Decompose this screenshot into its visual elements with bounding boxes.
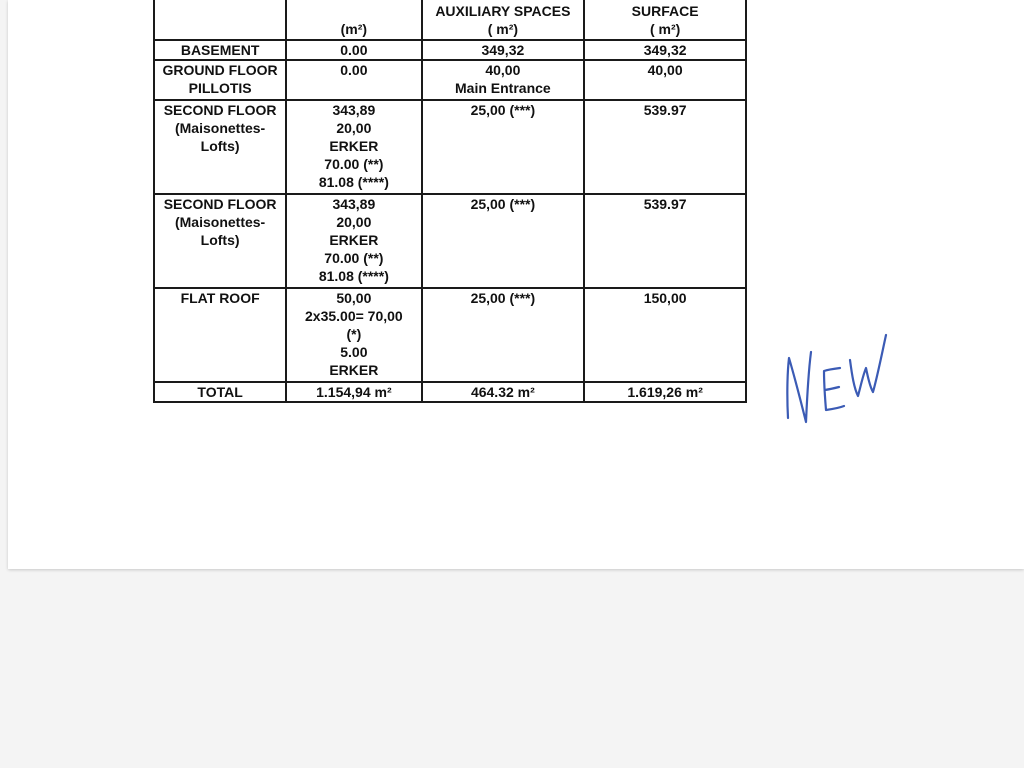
main-area-cell: 0.00 [286,40,421,60]
surface-area-cell: 539.97 [584,100,746,194]
level-cell: SECOND FLOOR (Maisonettes- Lofts) [154,194,286,288]
area-table [153,0,747,403]
table-row [154,100,746,194]
level-cell: GROUND FLOOR PILLOTIS [154,60,286,100]
handwritten-letter-n [787,352,811,422]
level-cell: FLAT ROOF [154,288,286,382]
main-area-cell: 0.00 [286,60,421,100]
level-cell: BASEMENT [154,40,286,60]
auxiliary-area-cell: 25,00 (***) [422,194,585,288]
main-area-cell: 343,89 20,00 ERKER 70.00 (**) 81.08 (****) [286,100,421,194]
header-level-cell [154,0,286,40]
document-page [8,0,1024,569]
total-surface-cell: 1.619,26 m² [584,382,746,402]
table-row [154,60,746,100]
header-auxiliary-cell: AUXILIARY SPACES ( m²) [422,0,585,40]
auxiliary-area-cell: 25,00 (***) [422,288,585,382]
surface-area-cell: 349,32 [584,40,746,60]
total-auxiliary-cell: 464.32 m² [422,382,585,402]
handwritten-new-annotation [778,330,898,430]
total-label-cell: TOTAL [154,382,286,402]
surface-area-cell: 150,00 [584,288,746,382]
main-area-cell: 50,00 2x35.00= 70,00 (*) 5.00 ERKER [286,288,421,382]
header-main-cell: (m²) [286,0,421,40]
main-area-cell: 343,89 20,00 ERKER 70.00 (**) 81.08 (****) [286,194,421,288]
handwritten-letter-e [824,368,844,410]
table-header-row [154,0,746,40]
handwritten-letter-w [850,335,886,396]
auxiliary-area-cell: 349,32 [422,40,585,60]
surface-area-cell: 539.97 [584,194,746,288]
level-cell: SECOND FLOOR (Maisonettes- Lofts) [154,100,286,194]
total-row [154,382,746,402]
auxiliary-area-cell: 40,00 Main Entrance [422,60,585,100]
table-row [154,40,746,60]
total-main-cell: 1.154,94 m² [286,382,421,402]
table-row [154,288,746,382]
header-surface-cell: SURFACE ( m²) [584,0,746,40]
surface-area-cell: 40,00 [584,60,746,100]
auxiliary-area-cell: 25,00 (***) [422,100,585,194]
table-row [154,194,746,288]
